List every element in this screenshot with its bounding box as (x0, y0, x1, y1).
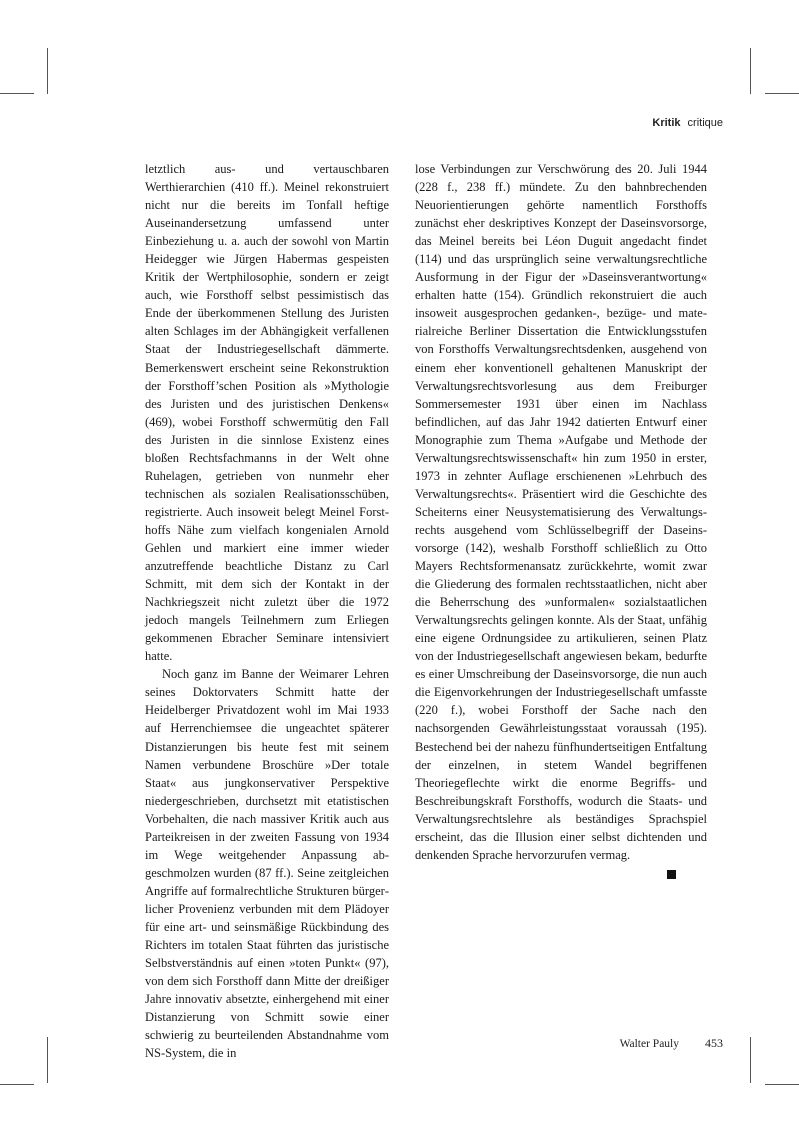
crop-mark-right-upper (765, 93, 799, 94)
right-column (415, 160, 707, 864)
crop-mark-bottom-right (750, 1037, 751, 1083)
page-footer (620, 1036, 723, 1051)
paragraph: Noch ganz im Banne der Weimarer Lehren seines Doktorvaters Schmitt hatte der Heidelberger Privatdozent wohl im Mai 1933 auf Herrenchiemsee die ungeachtet späterer Distanzierungen bis heute fest mit seinem Namen verbundene Broschüre »Der totale Staat« aus jungkonservativer Perspektive niedergeschrieben, durchsetzt mit etatistischen Vorbehalten, die nach massiver Kritik auch aus Parteikreisen in der zweiten Fassung von 1934 im Wege weitgehender Anpassung abgeschmolzen wurden (87 ff.). Seine zeitgleichen Angriffe auf formalrechtliche Strukturen bürgerlicher Provenienz verbunden mit dem Plädoyer für eine art- und seinsmäßige Rückbindung des Richters im totalen Staat führten das juristische Selbstverständnis auf einen »toten Punkt« (97), von dem sich Forsthoff dann Mitte der dreißiger Jahre innovativ absetzte, einhergehend mit einer Distanzierung von Schmitt sowie einer schwierig zu beurteilenden Abstandnahme vom NS-System, die in (145, 667, 389, 1061)
running-header (652, 117, 723, 129)
crop-mark-right-lower (765, 1084, 799, 1085)
paragraph: letztlich aus- und vertauschbaren Werthierarchien (410 ff.). Meinel rekonstruiert nicht nur die bereits im Tonfall heftige Auseinandersetzung umfassend unter Einbeziehung u. a. auch der sowohl von Martin Heidegger wie Jürgen Habermas gespeisten Kritik der Wertphilosophie, sondern er zeigt auch, wie Forsthoff selbst pessimistisch das Ende der überkommenen Stellung des Juristen alten Schlages im der Abhängigkeit verfallenen Staat der Industriegesellschaft dämmerte. Bemerkenswert erscheint seine Rekonstruktion der Forsthoff’schen Position als »Mythologie des Juristen und des juristischen Denkens« (469), wobei Forsthoff schwermütig den Fall des Juristen in die sinnlose Existenz eines bloßen Rechtsfachmanns in der Welt ohne Ruhelagen, getrieben von nunmehr eher technischen als sozialen Realisationsschüben, registrierte. Auch insoweit belegt Meinel Forsthoffs Nähe zum vielfach kongenialen Arnold Gehlen und markiert eine immer wieder anzutreffende beachtliche Distanz zu Carl Schmitt, mit dem sich der Kontakt in der Nachkriegszeit nicht zuletzt über die 1972 jedoch mangels Teilnehmern zum Erliegen gekommenen Ebracher Seminare intensiviert hatte. (145, 162, 389, 664)
section-sublabel: critique (687, 117, 723, 129)
crop-mark-left-lower (0, 1084, 34, 1085)
left-column (145, 160, 389, 1062)
crop-mark-left-upper (0, 93, 34, 94)
end-of-article-mark (667, 870, 676, 879)
section-label: Kritik (652, 117, 681, 129)
paragraph: lose Verbindungen zur Verschwörung des 20. Juli 1944 (228 f., 238 ff.) mündete. Zu den bahnbrechenden Neuorientierungen gehörte namentlich Forsthoffs zunächst eher deskriptives Konzept der Daseinsvorsorge, das Meinel bereits bei Léon Duguit angedacht findet (114) und das ursprünglich seine verwaltungsrechtliche Ausformung in der Figur der »Daseinsverantwortung« erhalten hatte (154). Gründlich rekonstruiert die auch insoweit ausgesprochen gedanken-, bezüge- und materialreiche Berliner Dissertation die Entwicklungsstufen von Forsthoffs Verwaltungsrechtsdenken, ausgehend von einem eher konventionell gehaltenen Manuskript der Verwaltungsrechtsvorlesung aus dem Freiburger Sommersemester 1931 über einen im Nachlass befindlichen, auf das Jahr 1942 datierten Entwurf einer Monographie zum Thema »Aufgabe und Methode der Verwaltungsrechtswissenschaft« hin zum 1950 in erster, 1973 in zehnter Auflage erschienenen »Lehrbuch des Verwaltungsrechts«. Präsentiert wird die Geschichte des Scheiterns einer Neusystematisierung des Verwaltungsrechts ausgehend vom Schlüsselbegriff der Daseinsvorsorge (142), weshalb Forsthoff schließlich zu Otto Mayers Rechtsformenansatz zurückkehrte, womit zwar die Gliederung des formalen rechtsstaatlichen, nicht aber die Beherrschung des »unformalen« sozialstaatlichen Verwaltungsrechts gelingen konnte. Als der Staat, unfähig eine eigene Ordnungsidee zu artikulieren, seinen Platz von der Industriegesellschaft angewiesen bekam, bedurfte es einer Umschreibung der Daseinsvorsorge, die nun auch die Eigenvorkehrungen der Industriegesellschaft umfasste (220 f.), wobei Forsthoff der Sache nach den nachsorgenden Gewährleistungsstaat voraussah (195). Bestechend bei der nahezu fünfhundertseitigen Entfaltung der einzelnen, in stetem Wandel begriffenen Theoriegeflechte wirkt die enorme Begriffs- und Beschreibungskraft Forsthoffs, wodurch die Staats- und Verwaltungsrechtslehre als beständiges Sprachspiel erscheint, das die Illusion einer selbst dichtenden und denkenden Sprache hervorzurufen vermag. (415, 162, 707, 862)
crop-mark-top-right (750, 48, 751, 94)
footer-author: Walter Pauly (619, 1038, 679, 1050)
crop-mark-top-left (47, 48, 48, 94)
crop-mark-bottom-left (47, 1037, 48, 1083)
page-number: 453 (705, 1036, 723, 1050)
